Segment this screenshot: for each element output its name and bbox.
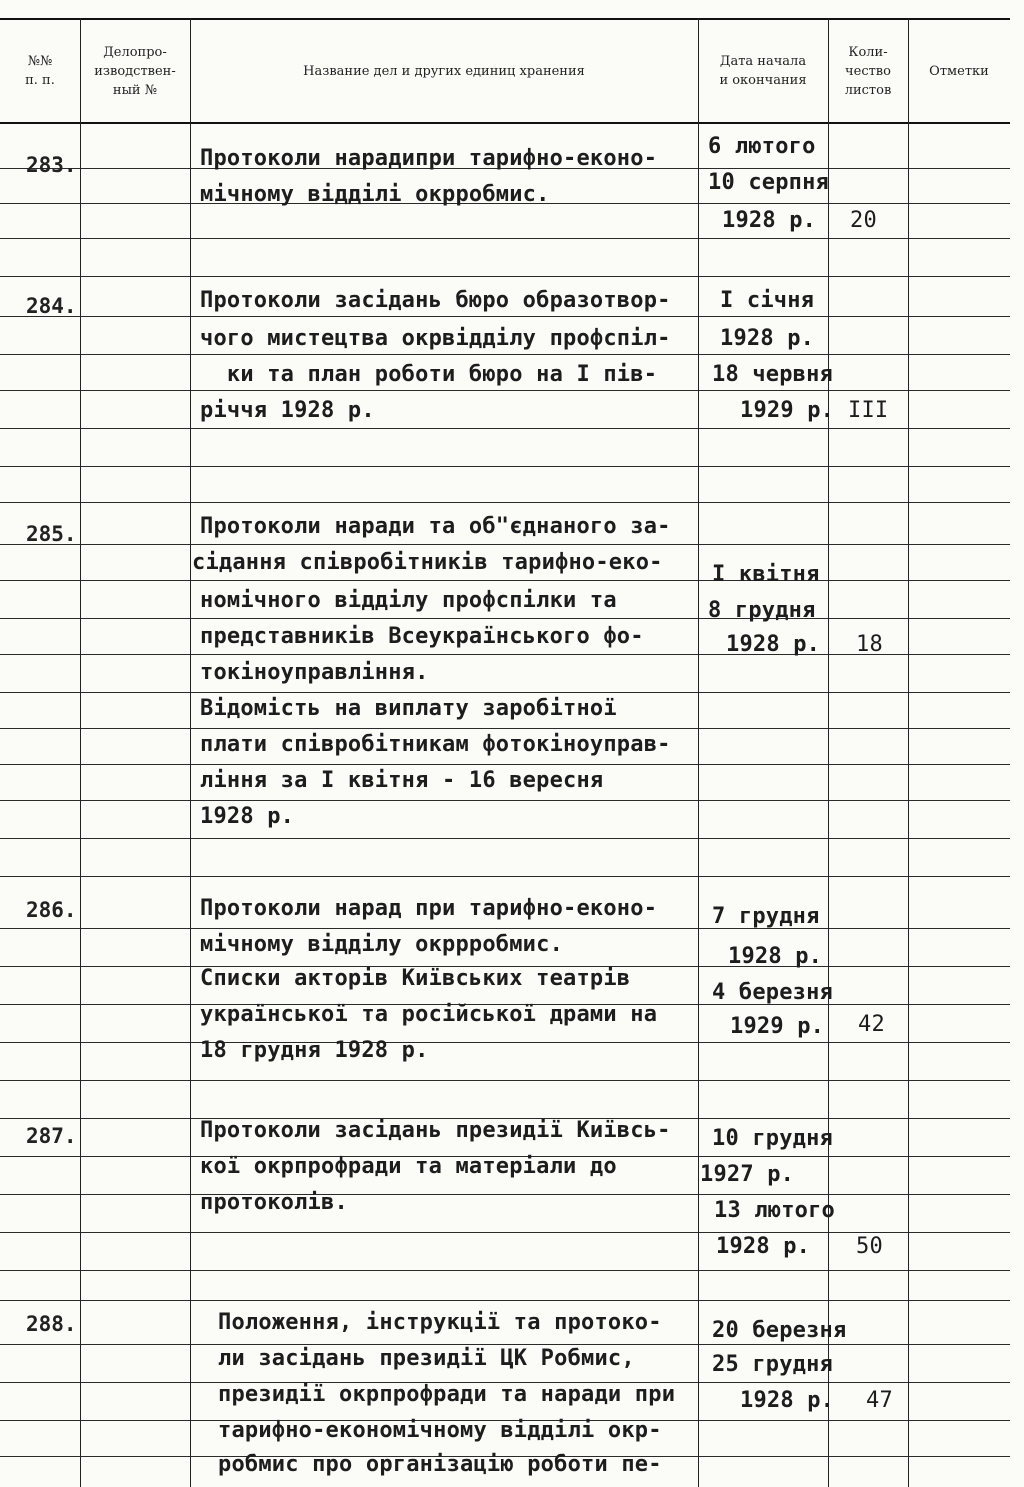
entry-number: 283. [26, 153, 77, 177]
entry-title-line: плати співробітникам фотокіноуправ- [200, 732, 671, 757]
entry-date-line: 4 березня [712, 980, 834, 1005]
ruled-line [0, 428, 1010, 429]
entry-title-line: Списки акторів Київських театрів [200, 966, 631, 991]
entry-date-line: 13 лютого [714, 1198, 836, 1223]
entry-title-line: робмис про організацію роботи пе- [218, 1452, 662, 1477]
ruled-line [0, 502, 1010, 503]
entry-number: 284. [26, 294, 77, 318]
ruled-line [0, 316, 1010, 317]
entry-title-line: Протоколи засідань бюро образотвор- [200, 288, 671, 313]
ruled-line [0, 692, 1010, 693]
ruled-line [0, 1042, 1010, 1043]
entry-date-line: 18 червня [712, 362, 834, 387]
column-divider [190, 18, 191, 1487]
entry-title-line: сідання співробітників тарифно-еко- [192, 550, 663, 575]
entry-date-line: 20 березня [712, 1318, 847, 1343]
ruled-line [0, 466, 1010, 467]
table-top-border [0, 18, 1010, 20]
entry-title-line: чого мистецтва окрвідділу профспіл- [200, 326, 671, 351]
column-divider [828, 18, 829, 1487]
header-sheet-count: Коли- чество листов [844, 44, 892, 98]
entry-title-line: ки та план роботи бюро на І пів- [200, 362, 658, 387]
header-dates: Дата начала и окончания [719, 54, 807, 88]
entry-date-line: 1927 р. [700, 1162, 795, 1187]
ruled-line [0, 618, 1010, 619]
entry-date-line: 6 лютого [708, 134, 816, 159]
entry-date-line: 1928 р. [740, 1388, 835, 1413]
ruled-line [0, 390, 1010, 391]
entry-title-line: Протоколи нарадипри тарифно-еконо- [200, 146, 658, 171]
ruled-line [0, 1080, 1010, 1081]
entry-date-line: 1929 р. [740, 398, 835, 423]
entry-title-line: ління за І квітня - 16 вересня [200, 768, 604, 793]
column-divider [698, 18, 699, 1487]
entry-title-line: протоколів. [200, 1190, 348, 1215]
ruled-line [0, 1232, 1010, 1233]
ruled-line [0, 580, 1010, 581]
entry-title-line: ли засідань президії ЦК Робмис, [218, 1346, 635, 1371]
entry-title-line: Протоколи нарад при тарифно-еконо- [200, 896, 658, 921]
entry-date-line: 1929 р. [730, 1014, 825, 1039]
ruled-line [0, 928, 1010, 929]
ruled-line [0, 764, 1010, 765]
entry-title-line: Відомість на виплату заробітної [200, 696, 617, 721]
entry-title-line: 18 грудня 1928 р. [200, 1038, 429, 1063]
entry-title-line: тарифно-економічному відділі окр- [218, 1418, 662, 1443]
entry-sheet-count: 47 [866, 1388, 893, 1413]
entry-date-line: 25 грудня [712, 1352, 834, 1377]
ruled-line [0, 1194, 1010, 1195]
column-divider [80, 18, 81, 1487]
entry-date-line: 7 грудня [712, 904, 820, 929]
ruled-line [0, 800, 1010, 801]
entry-title-line: Положення, інструкції та протоко- [218, 1310, 662, 1335]
entry-title-line: токіноуправління. [200, 660, 429, 685]
header-title: Название дел и других единиц хранения [303, 63, 585, 79]
entry-number: 288. [26, 1312, 77, 1336]
entry-title-line: мічному відділу окррробмис. [200, 932, 564, 957]
column-divider [908, 18, 909, 1487]
entry-date-line: 10 грудня [712, 1126, 834, 1151]
entry-number: 285. [26, 522, 77, 546]
entry-title-line: представників Всеукраїнського фо- [200, 624, 644, 649]
header-office-number: Делопро- изводствен- ный № [94, 44, 176, 98]
entry-title-line: Протоколи наради та об"єднаного за- [200, 514, 671, 539]
entry-date-line: 1928 р. [716, 1234, 811, 1259]
entry-title-line: Протоколи засідань президії Київсь- [200, 1118, 671, 1143]
entry-date-line: 1928 р. [722, 208, 817, 233]
ruled-line [0, 1344, 1010, 1345]
entry-sheet-count: III [848, 398, 889, 423]
entry-title-line: кої окрпрофради та матеріали до [200, 1154, 617, 1179]
entry-date-line: 1928 р. [726, 632, 821, 657]
entry-title-line: української та російської драми на [200, 1002, 658, 1027]
entry-title-line: річчя 1928 р. [200, 398, 375, 423]
header-bottom-border [0, 122, 1010, 124]
header-notes: Отметки [929, 63, 989, 79]
entry-date-line: І січня [720, 288, 815, 313]
entry-date-line: 1928 р. [728, 944, 823, 969]
ruled-line [0, 1300, 1010, 1301]
entry-date-line: 8 грудня [708, 598, 816, 623]
ruled-line [0, 354, 1010, 355]
entry-date-line: 10 серпня [708, 170, 830, 195]
ruled-line [0, 276, 1010, 277]
entry-title-line: 1928 р. [200, 804, 295, 829]
entry-sheet-count: 50 [856, 1234, 883, 1259]
ruled-line [0, 1270, 1010, 1271]
ruled-line [0, 544, 1010, 545]
ruled-line [0, 728, 1010, 729]
ruled-line [0, 838, 1010, 839]
entry-number: 287. [26, 1124, 77, 1148]
entry-title-line: мічному відділі окрробмис. [200, 182, 550, 207]
header-number: №№ п. п. [25, 54, 55, 88]
entry-number: 286. [26, 898, 77, 922]
entry-sheet-count: 20 [850, 208, 877, 233]
ruled-line [0, 876, 1010, 877]
entry-title-line: номічного відділу профспілки та [200, 588, 617, 613]
ruled-line [0, 238, 1010, 239]
entry-sheet-count: 42 [858, 1012, 885, 1037]
entry-date-line: I квітня [712, 562, 820, 587]
entry-sheet-count: 18 [856, 632, 883, 657]
entry-date-line: 1928 р. [720, 326, 815, 351]
entry-title-line: президії окрпрофради та наради при [218, 1382, 676, 1407]
